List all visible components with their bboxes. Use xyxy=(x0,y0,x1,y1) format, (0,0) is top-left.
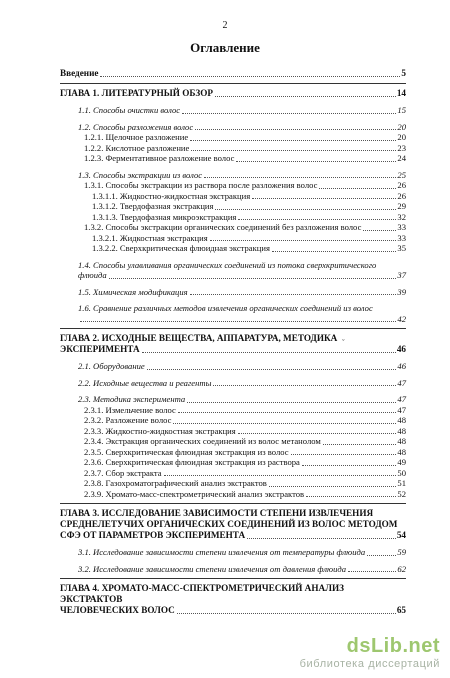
toc-entry-page: 48 xyxy=(397,446,406,457)
divider xyxy=(60,328,406,329)
toc-entry-text: 2.3.7. Сбор экстракта xyxy=(84,467,162,478)
toc-entry-text: 1.2.2. Кислотное разложение xyxy=(84,142,190,153)
toc-entry-page: 47 xyxy=(397,404,406,415)
toc-entry-text: 1.3.1.3. Твердофазная микроэкстракция xyxy=(92,211,237,222)
toc-entry-page: 33 xyxy=(397,232,406,243)
toc-entry-text: ГЛАВА 3. ИССЛЕДОВАНИЕ ЗАВИСИМОСТИ СТЕПЕНИ ИЗВЛЕЧЕНИЯ xyxy=(60,508,374,518)
toc-entry-text: 2.3.5. Сверхкритическая флюидная экстракция из волос xyxy=(84,446,289,457)
toc-entry-page: 51 xyxy=(397,478,406,488)
toc-entry-text: Введение xyxy=(60,68,99,78)
toc-entry-page: 48 xyxy=(397,425,406,436)
toc-entry-text: 1.2.1. Щелочное разложение xyxy=(84,132,189,142)
toc-entry-text: 1.1. Способы очистки волос xyxy=(78,105,181,115)
toc-entry xyxy=(60,180,406,191)
toc-entry-text: 2.3.9. Хромато-масс-спектрометрический анализ экстрактов xyxy=(84,488,305,499)
toc-entry-text: ГЛАВА 2. ИСХОДНЫЕ ВЕЩЕСТВА, АППАРАТУРА, МЕТОДИКА xyxy=(60,333,338,343)
toc-entry xyxy=(60,457,406,468)
toc-entry-text: 3.1. Исследование зависимости степени извлечения от температуры флюида xyxy=(78,547,366,557)
toc-entry-text: 1.3.2.1. Жидкостная экстракция xyxy=(92,232,208,243)
toc-entry-page: 37 xyxy=(397,270,406,280)
divider xyxy=(60,83,406,84)
toc-entry xyxy=(60,405,406,416)
stray-mark: ˇ xyxy=(342,338,345,347)
toc-entry-text: ГЛАВА 4. ХРОМАТО-МАСС-СПЕКТРОМЕТРИЧЕСКИЙ АНАЛИЗ ЭКСТРАКТОВ xyxy=(60,583,344,604)
toc-entry xyxy=(60,243,406,254)
toc-entry-text: ЧЕЛОВЕЧЕСКИХ ВОЛОС xyxy=(60,605,175,615)
toc-entry-text: 1.6. Сравнение различных методов извлечения органических соединений из волос xyxy=(78,303,373,313)
toc-entry xyxy=(60,191,406,202)
toc-entry-text: 2.3.4. Экстракция органических соединений из волос метанолом xyxy=(84,436,321,446)
toc-entry-page: 29 xyxy=(397,201,406,211)
toc-entry-text: 2.3.1. Измельчение волос xyxy=(84,404,176,415)
toc-entry xyxy=(60,436,406,447)
toc-entry-page: 50 xyxy=(397,467,406,478)
toc-entry xyxy=(60,222,406,233)
toc-entry xyxy=(60,201,406,212)
toc-entry-page: 47 xyxy=(397,377,406,388)
toc-entry-page: 15 xyxy=(397,105,406,115)
toc-entry-page: 59 xyxy=(397,547,406,557)
toc-entry-page: 25 xyxy=(397,169,406,180)
toc-entry xyxy=(60,378,406,389)
page-number: 2 xyxy=(222,20,228,31)
toc-entry-text: 1.5. Химическая модификация xyxy=(78,286,188,297)
toc-entry-chapter-1 xyxy=(60,88,406,99)
toc-entry xyxy=(60,547,406,558)
toc-entry-text: 1.3. Способы экстракции из волос xyxy=(78,169,203,180)
toc-entry-page: 20 xyxy=(397,121,406,132)
toc-entry-text: 1.3.1.1. Жидкостно-жидкостная экстракция xyxy=(92,190,251,201)
toc-entry-text: 1.4. Способы улавливания органических соединений из потока сверхкритического xyxy=(78,259,377,270)
toc-entry-text: флюида xyxy=(78,270,107,280)
toc-entry-page: 46 xyxy=(397,361,406,371)
toc-entry-page: 23 xyxy=(397,142,406,153)
toc-entry-text: СРЕДНЕЛЕТУЧИХ ОРГАНИЧЕСКИХ СОЕДИНЕНИЙ ИЗ ВОЛОС МЕТОДОМ xyxy=(60,519,398,529)
toc-entry-page: 24 xyxy=(397,153,406,163)
toc-entry-page: 48 xyxy=(397,415,406,425)
watermark xyxy=(300,635,440,670)
toc-entry-page: 49 xyxy=(397,457,406,467)
toc-entry-chapter-2 xyxy=(60,333,406,355)
toc-entry-page: 26 xyxy=(397,190,406,201)
toc-entry-page: 39 xyxy=(397,286,406,297)
toc-entry xyxy=(60,260,406,281)
toc-entry-chapter-3 xyxy=(60,508,406,541)
toc-entry-text: 1.2. Способы разложения волос xyxy=(78,121,194,132)
toc-entry-page: 35 xyxy=(397,243,406,253)
table-of-contents xyxy=(60,68,406,616)
toc-entry-page: 62 xyxy=(397,563,406,574)
toc-entry-page: 47 xyxy=(397,394,406,404)
toc-entry-page: 33 xyxy=(397,222,406,232)
toc-entry-page: 52 xyxy=(397,488,406,499)
divider xyxy=(60,578,406,579)
toc-entry xyxy=(60,143,406,154)
toc-entry xyxy=(60,361,406,372)
toc-entry-page: 48 xyxy=(397,436,406,446)
toc-entry-text: ГЛАВА 1. ЛИТЕРАТУРНЫЙ ОБЗОР xyxy=(60,88,214,98)
toc-entry xyxy=(60,415,406,426)
toc-entry-page: 54 xyxy=(396,530,406,540)
watermark-caption: библиотека диссертаций xyxy=(299,658,440,670)
toc-entry xyxy=(60,564,406,575)
toc-entry-page: 32 xyxy=(397,211,406,222)
toc-entry-page: 46 xyxy=(396,344,406,354)
watermark-logo: dsLib.net xyxy=(346,635,440,657)
toc-entry-text: 2.3.8. Газохроматографический анализ экстрактов xyxy=(84,478,267,488)
toc-entry xyxy=(60,122,406,133)
toc-entry xyxy=(60,105,406,116)
toc-entry-text: 3.2. Исследование зависимости степени извлечения от давления флюида xyxy=(78,563,347,574)
toc-entry-page: 65 xyxy=(396,605,406,615)
toc-entry-page: 14 xyxy=(396,88,406,98)
toc-entry-text: 2.3.3. Жидкостно-жидкостная экстракция xyxy=(84,425,236,436)
toc-entry-text: 1.3.2. Способы экстракции органических соединений без разложения волос xyxy=(84,222,362,232)
toc-entry-text: 1.3.2.2. Сверхкритическая флюидная экстракция xyxy=(92,243,270,253)
toc-entry-text: 1.2.3. Ферментативное разложение волос xyxy=(84,153,235,163)
toc-entry-text: 2.2. Исходные вещества и реагенты xyxy=(78,377,212,388)
toc-entry xyxy=(60,394,406,405)
toc-entry-intro xyxy=(60,68,406,79)
toc-entry xyxy=(60,153,406,164)
toc-entry-text: 1.3.1.2. Твердофазная экстракция xyxy=(92,201,214,211)
toc-entry-page: 26 xyxy=(397,180,406,190)
toc-entry xyxy=(60,132,406,143)
toc-entry xyxy=(60,212,406,223)
toc-entry-text: 2.3. Методика эксперимента xyxy=(78,394,186,404)
toc-entry xyxy=(60,170,406,181)
toc-entry-chapter-4 xyxy=(60,583,406,616)
toc-entry xyxy=(60,468,406,479)
toc-entry xyxy=(60,426,406,437)
toc-entry xyxy=(60,478,406,489)
toc-entry-text: 1.3.1. Способы экстракции из раствора после разложения волос xyxy=(84,180,318,190)
toc-entry-page: 42 xyxy=(397,313,406,324)
toc-entry-text: СФЭ ОТ ПАРАМЕТРОВ ЭКСПЕРИМЕНТА xyxy=(60,530,246,540)
page-title: Оглавление xyxy=(190,40,260,55)
toc-entry xyxy=(60,233,406,244)
toc-entry-text: 2.3.6. Сверхкритическая флюидная экстракция из раствора xyxy=(84,457,300,467)
toc-entry xyxy=(60,287,406,298)
toc-entry-page: 5 xyxy=(401,68,406,78)
toc-entry-text: 2.3.2. Разложение волос xyxy=(84,415,172,425)
toc-entry-page: 20 xyxy=(397,132,406,142)
toc-entry xyxy=(60,489,406,500)
toc-entry-text: 2.1. Оборудование xyxy=(78,361,145,371)
toc-entry xyxy=(60,303,406,324)
toc-entry xyxy=(60,447,406,458)
toc-entry-text: ЭКСПЕРИМЕНТА xyxy=(60,344,140,354)
divider xyxy=(60,503,406,504)
